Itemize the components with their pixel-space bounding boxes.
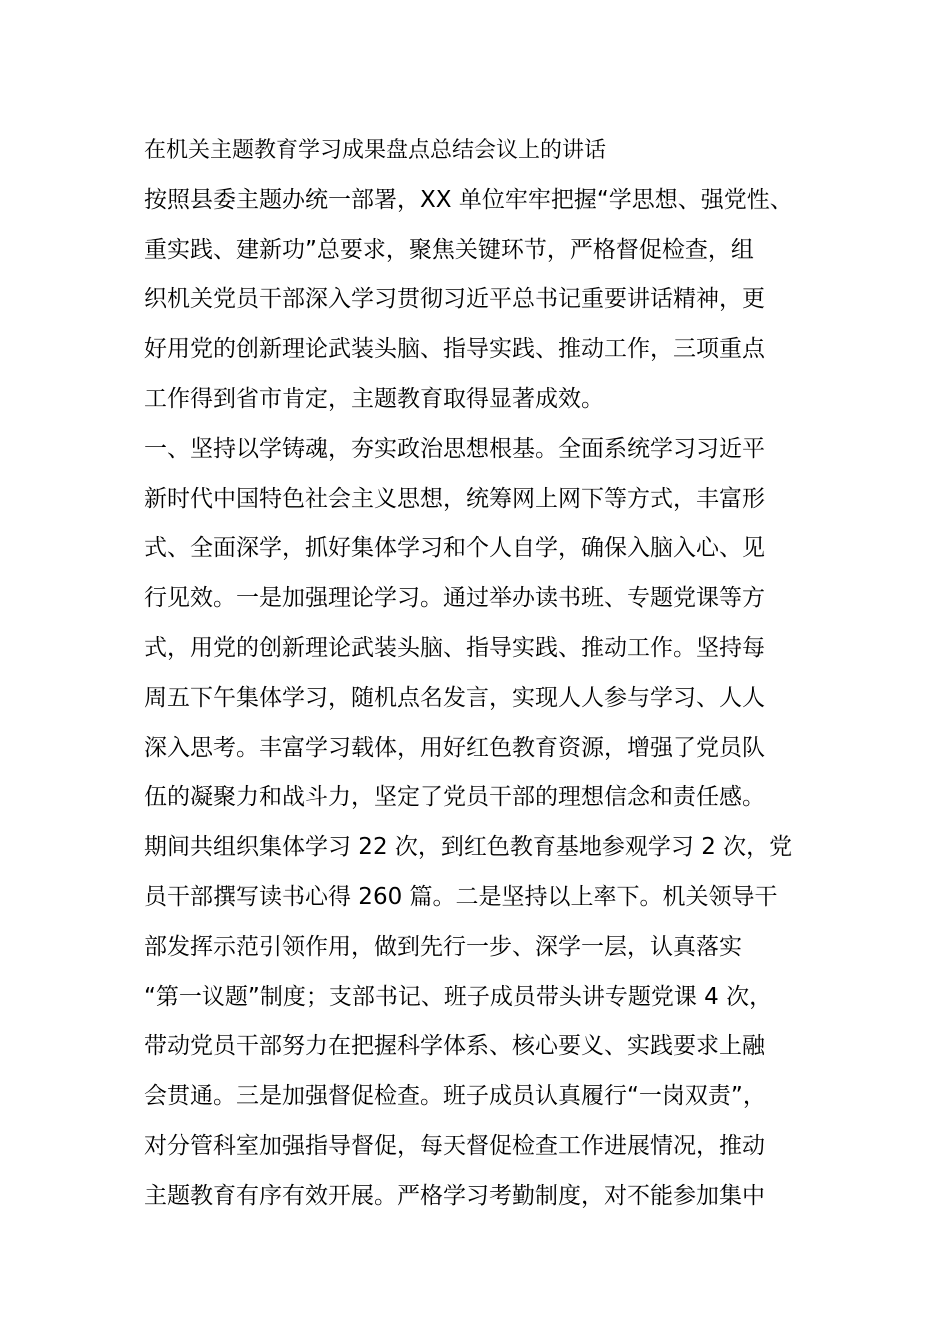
paragraph-line: 织机关党员干部深入学习贯彻习近平总书记重要讲话精神，更 — [144, 286, 765, 313]
paragraph-line: 新时代中国特色社会主义思想，统筹网上网下等方式，丰富形 — [144, 485, 765, 512]
paragraph-line: 员干部撰写读书心得 260 篇。二是坚持以上率下。机关领导干 — [144, 883, 778, 910]
paragraph-line: “第一议题”制度；支部书记、班子成员带头讲专题党课 4 次， — [144, 983, 773, 1010]
paragraph-line: 行见效。一是加强理论学习。通过举办读书班、专题党课等方 — [144, 585, 765, 612]
paragraph-line: 部发挥示范引领作用，做到先行一步、深学一层，认真落实 — [144, 933, 742, 960]
paragraph-line: 主题教育有序有效开展。严格学习考勤制度，对不能参加集中 — [144, 1182, 765, 1209]
paragraph-line: 伍的凝聚力和战斗力，坚定了党员干部的理想信念和责任感。 — [144, 784, 765, 811]
paragraph-line: 期间共组织集体学习 22 次，到红色教育基地参观学习 2 次，党 — [144, 834, 793, 861]
paragraph-line: 式、全面深学，抓好集体学习和个人自学，确保入脑入心、见 — [144, 535, 765, 562]
paragraph-line: 带动党员干部努力在把握科学体系、核心要义、实践要求上融 — [144, 1033, 765, 1060]
paragraph-line: 重实践、建新功”总要求，聚焦关键环节，严格督促检查，组 — [144, 236, 754, 263]
paragraph-line: 会贯通。三是加强督促检查。班子成员认真履行“一岗双责”， — [144, 1083, 766, 1110]
paragraph-line: 一、坚持以学铸魂，夯实政治思想根基。全面系统学习习近平 — [144, 435, 765, 462]
paragraph-line: 周五下午集体学习，随机点名发言，实现人人参与学习、人人 — [144, 684, 765, 711]
paragraph-line: 对分管科室加强指导督促，每天督促检查工作进展情况，推动 — [144, 1132, 765, 1159]
document-body — [144, 126, 814, 1222]
document-title: 在机关主题教育学习成果盘点总结会议上的讲话 — [144, 138, 607, 163]
paragraph-line: 好用党的创新理论武装头脑、指导实践、推动工作，三项重点 — [144, 336, 765, 363]
paragraph-line: 工作得到省市肯定，主题教育取得显著成效。 — [144, 385, 604, 412]
paragraph-line: 深入思考。丰富学习载体，用好红色教育资源，增强了党员队 — [144, 734, 765, 761]
paragraph-line: 式，用党的创新理论武装头脑、指导实践、推动工作。坚持每 — [144, 634, 765, 661]
paragraph-line: 按照县委主题办统一部署，XX 单位牢牢把握“学思想、强党性、 — [144, 186, 793, 213]
